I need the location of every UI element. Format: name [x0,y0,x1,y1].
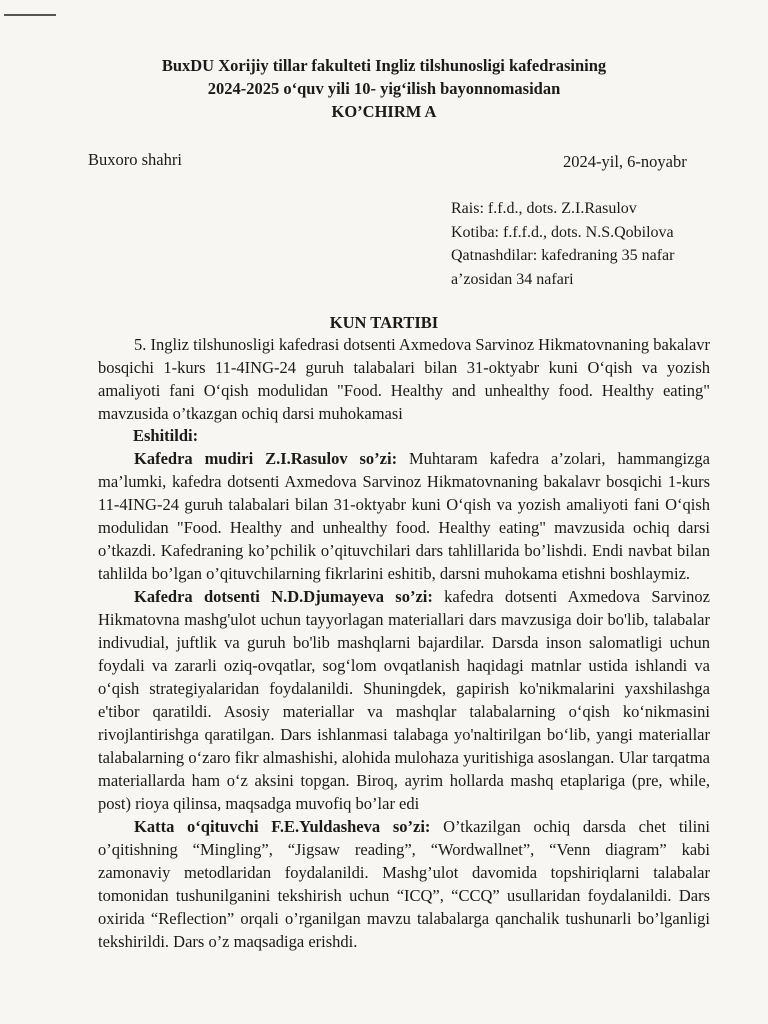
document-title: KO’CHIRM A [331,102,437,121]
speaker-name: Kafedra dotsenti N.D.Djumayeva so’zi: [134,587,433,606]
secretary: Kotiba: f.f.f.d., dots. N.S.Qobilova [451,223,674,241]
speaker-name: Kafedra mudiri Z.I.Rasulov so’zi: [134,449,398,468]
paragraph-text: Muhtaram kafedra a’zolari, hammangizga ma’lumki, kafedra dotsenti Axmedova Sarvinoz Hikmatovnaning bakalavr bosqichi 1-kurs 11-4ING-24 guruh talabalari bilan 31-oktyabr kuni O‘qish va yozish amaliyoti fani O‘qish modulidan "Food. Healthy and unhealthy food. Healthy eating" mavzusida ochiq darsi o’tkazdi. Kafedraning ko’pchilik o’qituvchilari dars tahlillarida bo’lishdi. Endi navbat bilan tahlilda bo’lgan o’qituvchilarning fikrlarini eshitib, darsni muhokama etishni boshlaymiz. [98,449,710,583]
paragraph-djumayeva [98,585,710,815]
minutes-body [98,447,710,953]
agenda-title: KUN TARTIBI [329,313,439,332]
agenda-text: 5. Ingliz tilshunosligi kafedrasi dotsenti Axmedova Sarvinoz Hikmatovnaning bakalavr bosqichi 1-kurs 11-4ING-24 guruh talabalari bilan 31-oktyabr kuni O‘qish va yozish amaliyoti fani O‘qish modulidan "Food. Healthy and unhealthy food. Healthy eating" mavzusida o’tkazgan ochiq darsi muhokamasi [98,335,711,423]
header-line-1: BuxDU Xorijiy tillar fakulteti Ingliz tilshunosligi kafedrasining [161,56,607,75]
paragraph-rasulov [98,447,710,585]
paragraph-yuldasheva [98,815,710,953]
speaker-name: Katta o‘qituvchi F.E.Yuldasheva so’zi: [134,817,431,836]
document-header [0,54,768,123]
meeting-meta [451,197,674,291]
paragraph-text: kafedra dotsenti Axmedova Sarvinoz Hikmatovna mashg'ulot uchun tayyorlagan materiallari dars mavzusiga doir bo'lib, talabalar indivudial, juftlik va guruh bo'lib mashqlarni bajardilar. Darsda inson salomatligi uchun foydali va zararli oziq-ovqatlar, sog‘lom ovqatlanish haqidagi matnlar ustida ishlandi va o‘qish strategiyalaridan foydalanildi. Shuningdek, gapirish ko'nikmalarini yaxshilashga e'tibor qaratildi. Asosiy materiallar va mashqlar talabalarning o‘qish ko‘nikmasini rivojlantirishga qaratilgan. Dars ishlanmasi talabaga yo'naltirilgan bo‘lib, yangi materiallar talabalarning o‘zaro fikr almashishi, alohida mulohaza yuritishiga asoslangan. Ular tarqatma materiallarda ham o‘z aksini topgan. Biroq, ayrim hollarda mashq etaplariga (pre, while, post) rioya qilinsa, maqsadga muvofiq bo’lar edi [98,587,710,813]
date: 2024-yil, 6-noyabr [563,152,687,171]
heard-label: Eshitildi: [133,426,199,445]
attendees-line-2: a’zosidan 34 nafari [451,270,574,288]
place: Buxoro shahri [88,150,182,169]
scan-mark [4,14,56,16]
chair: Rais: f.f.d., dots. Z.I.Rasulov [451,200,637,217]
attendees-line-1: Qatnashdilar: kafedraning 35 nafar [451,247,675,264]
paragraph-text: O’tkazilgan ochiq darsda chet tilini o’qitishning “Mingling”, “Jigsaw reading”, “Wordwallnet”, “Venn diagram” kabi zamonaviy metodlaridan foydalanildi. Mashg’ulot davomida topshiriqlarni talabalar tomonidan tushunilganini tekshirish uchun “ICQ”, “CCQ” usullaridan foydalanildi. Dars oxirida “Reflection” orqali o’rganilgan mavzu talabalarga qanchalik tushunarli bo’lganligi tekshirildi. Dars o’z maqsadiga erishdi. [98,817,710,951]
header-line-2: 2024-2025 o‘quv yili 10- yig‘ilish bayonnomasidan [207,79,561,98]
agenda-item [98,333,710,425]
